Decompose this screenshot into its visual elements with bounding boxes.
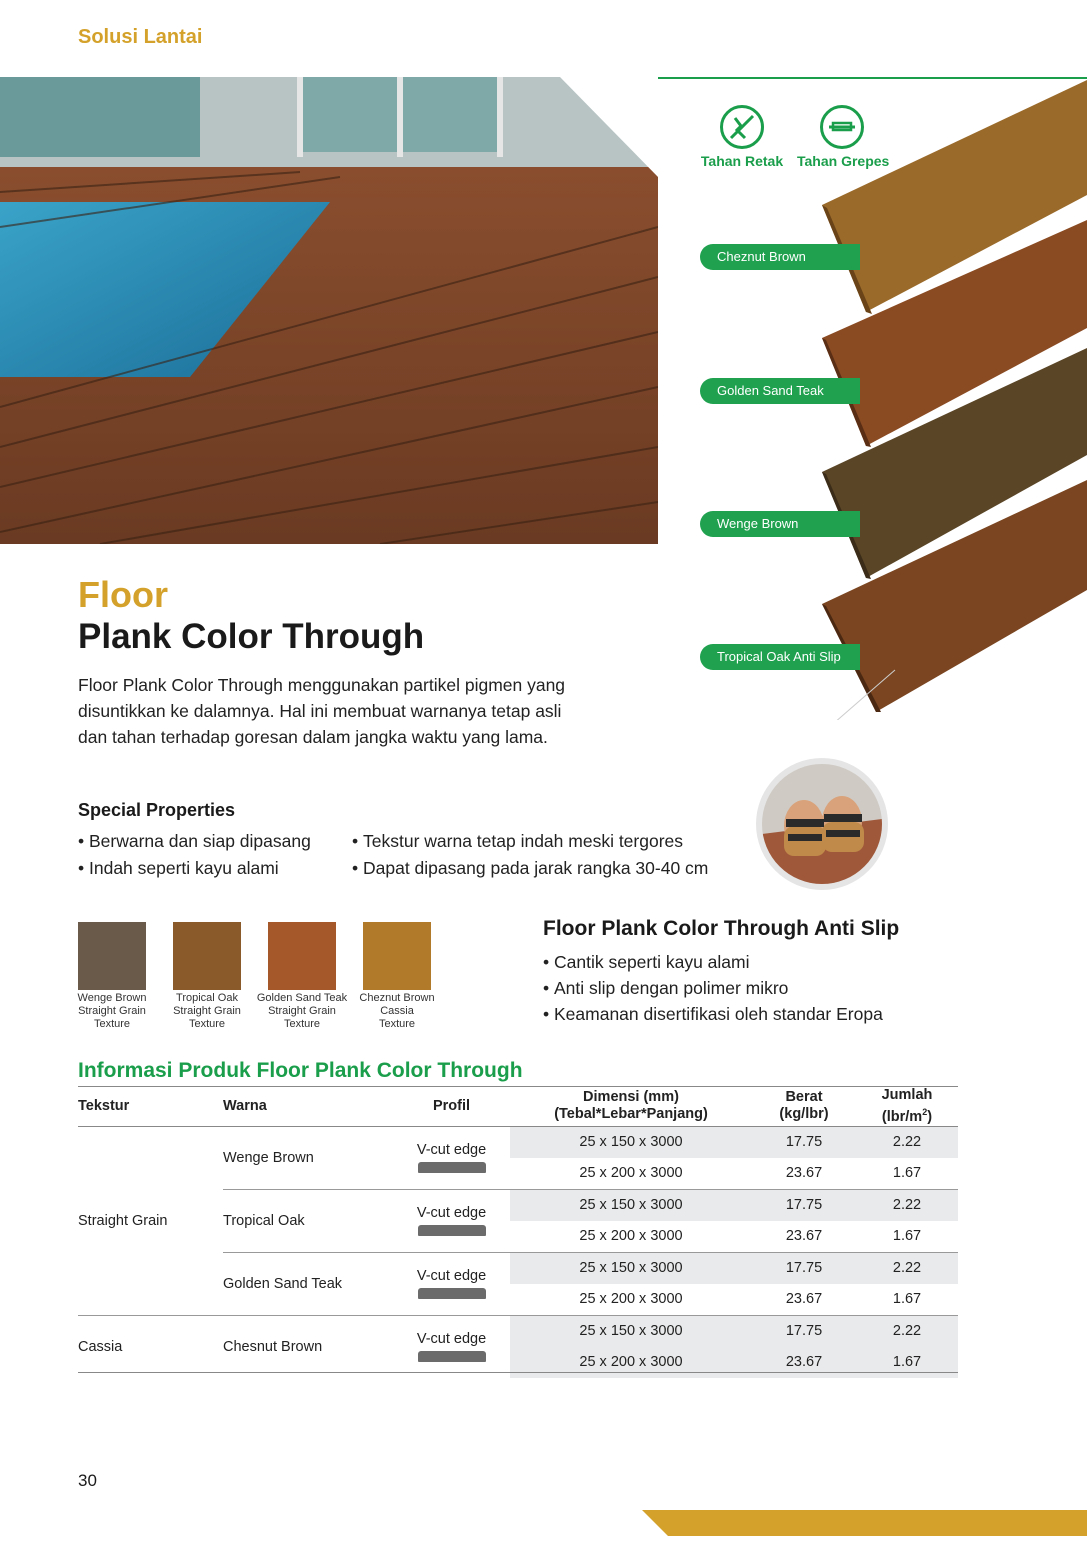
v-cut-profile-icon xyxy=(418,1351,486,1362)
swatch-tropical-oak xyxy=(160,922,254,1031)
description: Floor Plank Color Through menggunakan partikel pigmen yang disuntikkan ke dalamnya. Hal ini membuat warnanya tetap asli dan tahan terhadap goresan dalam jangka waktu yang lama. xyxy=(78,675,566,747)
cell-berat: 17.75 xyxy=(752,1315,856,1347)
anti-slip-photo xyxy=(762,764,882,884)
plank-label-tropical-oak-anti-slip: Tropical Oak Anti Slip xyxy=(700,644,860,670)
cell-berat: 23.67 xyxy=(785,1165,823,1182)
header-tekstur: Tekstur xyxy=(78,1087,223,1127)
cell-jumlah: 1.67 xyxy=(892,1291,922,1308)
cell-jumlah: 2.22 xyxy=(856,1315,958,1347)
plank-label-golden-sand-teak: Golden Sand Teak xyxy=(700,378,860,404)
cell-berat: 23.67 xyxy=(785,1228,823,1245)
cell-warna: Golden Sand Teak xyxy=(223,1252,393,1315)
cell-jumlah: 1.67 xyxy=(892,1228,922,1245)
cell-dimensi: 25 x 150 x 3000 xyxy=(510,1189,752,1221)
special-list-2 xyxy=(352,828,708,882)
header-jumlah: Jumlah $(lbr/m^2)$ xyxy=(856,1087,958,1127)
table-bottom-rule xyxy=(78,1372,958,1373)
title-plank-color-through: Plank Color Through xyxy=(78,617,425,656)
page-number: 30 xyxy=(78,1471,97,1490)
swatch-wenge-brown xyxy=(65,922,159,1031)
list-item: • Indah seperti kayu alami xyxy=(78,855,311,882)
cell-berat: 23.67 xyxy=(785,1291,823,1308)
plank-label-cheznut-brown: Cheznut Brown xyxy=(700,244,860,270)
cell-jumlah: 2.22 xyxy=(856,1189,958,1221)
list-item: • Berwarna dan siap dipasang xyxy=(78,828,311,855)
swatch-golden-sand-teak xyxy=(255,922,349,1031)
swatch-color xyxy=(173,922,241,990)
special-list-1 xyxy=(78,828,311,882)
v-cut-profile-icon xyxy=(418,1225,486,1236)
cell-jumlah: 1.67 xyxy=(892,1165,922,1182)
anti-slip-list xyxy=(543,949,883,1027)
cell-warna: Wenge Brown xyxy=(223,1149,314,1166)
table-title: Informasi Produk Floor Plank Color Through xyxy=(78,1059,523,1082)
cell-warna: Chesnut Brown xyxy=(223,1315,393,1378)
cell-jumlah: 2.22 xyxy=(856,1126,958,1158)
list-item: • Anti slip dengan polimer mikro xyxy=(543,975,883,1001)
anti-slip-title: Floor Plank Color Through Anti Slip xyxy=(543,917,900,940)
cell-dimensi: 25 x 200 x 3000 xyxy=(510,1347,752,1378)
cell-dimensi: 25 x 200 x 3000 xyxy=(579,1165,683,1182)
list-item: • Cantik seperti kayu alami xyxy=(543,949,883,975)
cell-berat: 17.75 xyxy=(752,1126,856,1158)
header-warna: Warna xyxy=(223,1087,393,1127)
footer-accent-bar xyxy=(642,1510,1087,1536)
cell-berat: 17.75 xyxy=(752,1189,856,1221)
cell-profil: V-cut edge xyxy=(393,1189,510,1252)
cell-profil: V-cut edge xyxy=(393,1315,510,1378)
list-item: • Keamanan disertifikasi oleh standar Eropa xyxy=(543,1001,883,1027)
product-table xyxy=(78,1086,958,1378)
title-floor: Floor xyxy=(78,574,168,615)
swatch-caption: Golden Sand Teak Straight Grain Texture xyxy=(256,992,348,1030)
cell-jumlah: 2.22 xyxy=(856,1252,958,1284)
swatch-color xyxy=(78,922,146,990)
cell-dimensi: 25 x 200 x 3000 xyxy=(579,1291,683,1308)
cell-dimensi: 25 x 150 x 3000 xyxy=(510,1126,752,1158)
v-cut-profile-icon xyxy=(418,1288,486,1299)
section-label: Solusi Lantai xyxy=(78,26,203,48)
special-properties-title: Special Properties xyxy=(78,800,236,820)
cell-berat: 17.75 xyxy=(752,1252,856,1284)
plank-label-wenge-brown: Wenge Brown xyxy=(700,511,860,537)
table-row xyxy=(78,1126,958,1158)
table-row xyxy=(78,1315,958,1347)
badge-label: Tahan Retak xyxy=(700,153,784,169)
cell-berat: 23.67 xyxy=(752,1347,856,1378)
cell-warna: Tropical Oak xyxy=(223,1189,393,1252)
cell-profil: V-cut edge xyxy=(393,1252,510,1315)
cell-dimensi: 25 x 150 x 3000 xyxy=(510,1252,752,1284)
swatch-cheznut-brown xyxy=(350,922,444,1031)
header-profil: Profil xyxy=(393,1087,510,1127)
cell-dimensi: 25 x 200 x 3000 xyxy=(579,1228,683,1245)
list-item: • Dapat dipasang pada jarak rangka 30-40 cm xyxy=(352,855,708,882)
swatch-caption: Wenge Brown Straight Grain Texture xyxy=(77,992,147,1030)
cell-jumlah: 1.67 xyxy=(856,1347,958,1378)
table-header-row xyxy=(78,1087,958,1127)
cell-tekstur: Cassia xyxy=(78,1315,223,1378)
swatch-color xyxy=(363,922,431,990)
hero-photo xyxy=(0,77,658,544)
v-cut-profile-icon xyxy=(418,1162,486,1173)
header-berat: Berat (kg/lbr) xyxy=(752,1087,856,1127)
cell-dimensi: 25 x 150 x 3000 xyxy=(510,1315,752,1347)
list-item: • Tekstur warna tetap indah meski tergores xyxy=(352,828,708,855)
cell-profil: V-cut edge xyxy=(393,1126,510,1189)
cell-tekstur: Straight Grain xyxy=(78,1212,168,1229)
badge-label: Tahan Grepes xyxy=(797,153,890,169)
swatch-color xyxy=(268,922,336,990)
swatch-caption: Tropical Oak Straight Grain Texture xyxy=(173,992,241,1030)
swatch-caption: Cheznut Brown Cassia Texture xyxy=(359,992,435,1030)
header-dimensi: Dimensi (mm) (Tebal*Lebar*Panjang) xyxy=(510,1087,752,1127)
